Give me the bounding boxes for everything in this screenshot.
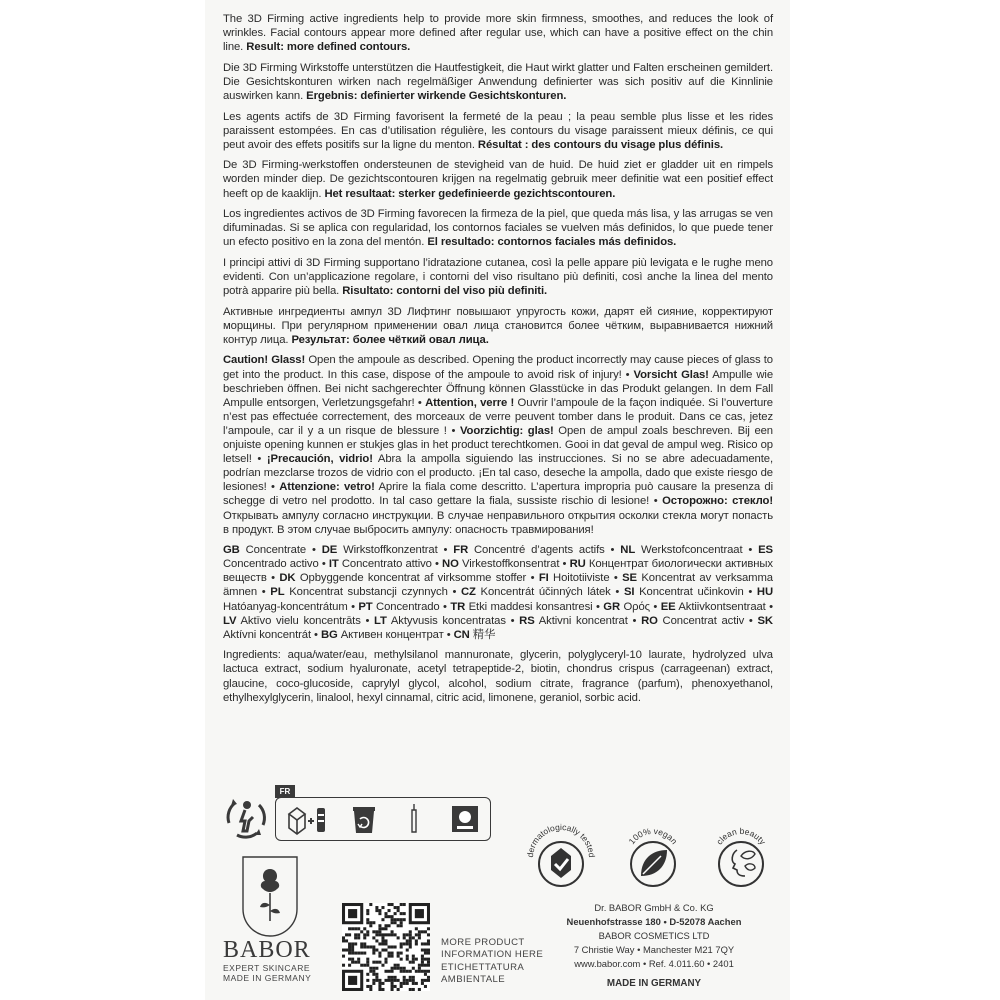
- text-run: Die 3D Firming Wirkstoffe unterstützen die Hautfestigkeit, die Haut wirkt glatter und Falten erscheinen gemildert. Die Gesichtskonturen wirken nach regelmäßiger Anwendung definierter was sich positiv auf die Kinnlinie auswirken kann.: [223, 61, 773, 102]
- bold-text-run: ¡Precaución, vidrio!: [266, 453, 373, 466]
- bold-text-run: DE: [321, 544, 338, 557]
- bold-text-run: Vorsicht Glas!: [633, 368, 709, 381]
- bold-text-run: GB: [223, 544, 240, 557]
- bold-text-run: SK: [757, 614, 773, 627]
- package-back-panel: [205, 0, 790, 1000]
- bold-text-run: Risultato: contorni del viso più definiti.: [342, 285, 548, 298]
- company-address: [523, 901, 785, 971]
- bold-text-run: El resultado: contornos faciales más definidos.: [427, 236, 677, 249]
- bold-text-run: TR: [450, 600, 466, 613]
- bold-text-run: SI: [623, 586, 635, 599]
- text-run: Ingredients: aqua/water/eau, methylsilanol mannuronate, glycerin, polyglyceryl-10 laurate, hydrolyzed ulva lactuca extract, sodium hyaluronate, acetyl tetrapeptide-2, biotin, chondrus crispus (carrageenan) extract, glaucine, coco-glucoside, caprylyl glycol, alcohol, sodium citrate, fragrance (parfum), phenoxyethanol, ethylhexylglycerin, linalool, hexyl cinnamal, citric acid, limonene, geraniol, sorbic acid.: [223, 649, 773, 704]
- text-run: Открывать ампулу согласно инструкции. В случае неправильного открытия осколки стекла могут попасть в продукт. В этом случае выбросить ампулу: опасность травмирования!: [223, 509, 773, 536]
- bold-text-run: Attenzione: vetro!: [279, 481, 375, 494]
- bold-text-run: HU: [756, 586, 774, 599]
- text-run: Wirkstoffkonzentrat •: [337, 544, 454, 557]
- text-run: Open the ampoule as described. Opening the product incorrectly may cause pieces of glass to get into the product. In this case, dispose of the ampoule to avoid risk of injury! •: [223, 354, 773, 381]
- bold-text-run: RS: [519, 614, 535, 627]
- text-run: Концентрат биологически активных веществ •: [223, 558, 773, 585]
- text-run: De 3D Firming-werkstoffen ondersteunen de stevigheid van de huid. De huid ziet er gladder uit en rimpels worden minder diep. De gezichtscontouren krijgen na regelmatig gebruik meer definitie wat een positief effect heeft op de kaaklijn.: [223, 159, 773, 200]
- tagline-line: MADE IN GERMANY: [223, 972, 312, 983]
- bold-text-run: SE: [622, 572, 637, 585]
- bold-text-run: BG: [320, 628, 338, 641]
- text-run: Los ingredientes activos de 3D Firming favorecen la firmeza de la piel, que queda más lisa, y las arrugas se ven difuminadas. Si se aplica con regularidad, los contornos faciales se vuelven más definidos, lo que puede tener un efecto positivo en la zona del mentón.: [223, 208, 773, 249]
- bold-text-run: Осторожно: стекло!: [662, 495, 774, 508]
- tagline-line: EXPERT SKINCARE: [223, 963, 311, 973]
- bold-text-run: PT: [358, 600, 373, 613]
- text-run: Hoitotiiviste •: [548, 572, 623, 585]
- text-run: Ορός •: [620, 600, 661, 613]
- vegan-badge: [613, 818, 693, 898]
- brand-tagline: [223, 964, 343, 983]
- bold-text-run: Résultat : des contours du visage plus définis.: [477, 138, 724, 151]
- clean-beauty-badge: [701, 818, 781, 898]
- text-run: Concentrado •: [372, 600, 451, 613]
- recycling-strip: [275, 797, 491, 841]
- country-tab: FR: [275, 785, 295, 798]
- company-name: Dr. BABOR GmbH & Co. KG: [594, 902, 714, 913]
- text-paragraph: [223, 110, 773, 152]
- text-run: The 3D Firming active ingredients help to provide more skin firmness, smoothes, and reduces the look of wrinkles. Facial contours appear more defined after regular use, which can have a positive effect on the chin line.: [223, 13, 773, 54]
- bold-text-run: RU: [569, 558, 586, 571]
- text-run: Aktivni koncentrat •: [534, 614, 642, 627]
- qr-code[interactable]: [342, 903, 430, 991]
- company-web-ref: www.babor.com • Ref. 4.011.60 • 2401: [574, 958, 734, 969]
- bold-text-run: DK: [279, 572, 296, 585]
- bold-text-run: CN: [453, 628, 470, 641]
- recycling-info: [223, 785, 493, 845]
- text-run: Aprire la fiala come descritto. L’apertura impropria può causare la presenza di schegge di vetro nel prodotto. In tal caso gettare la fiala, sussiste rischio di lesione! •: [223, 481, 773, 508]
- text-run: Ampulle wie beschrieben öffnen. Bei nicht sachgerechter Öffnung können Glasstücke in das Produkt gelangen. In dem Fall Ampulle entsorgen, Verletzungsgefahr! •: [223, 368, 774, 409]
- bold-text-run: IT: [328, 558, 339, 571]
- bold-text-run: NL: [620, 544, 636, 557]
- text-run: I principi attivi di 3D Firming supportano l’idratazione cutanea, così la pelle appare più levigata e le rughe meno evidenti. Con un’applicazione regolare, i contorni del viso risultano più definiti, così anche la linea del mento potrà apparire più bella.: [223, 256, 773, 298]
- bold-text-run: PL: [270, 586, 285, 599]
- bold-text-run: NO: [442, 558, 459, 571]
- text-run: Aktiivkontsentraat •: [675, 600, 774, 613]
- text-paragraph: [223, 256, 773, 298]
- text-run: Koncentrat av verksamma ämnen •: [223, 572, 773, 599]
- glass-ampoule-icon: [397, 802, 431, 836]
- bold-text-run: Voorzichtig: glas!: [459, 424, 554, 437]
- bold-text-run: EE: [660, 600, 676, 613]
- text-paragraph: [223, 158, 773, 200]
- text-paragraph: [223, 207, 773, 249]
- dermatologically-tested-badge: [521, 818, 601, 898]
- more-info-line: INFORMATION HERE: [441, 949, 544, 961]
- text-run: 精华: [469, 628, 496, 641]
- more-info-line: ETICHETTATURA: [441, 961, 525, 973]
- bold-text-run: Caution! Glass!: [223, 354, 306, 367]
- text-run: Hatóanyag-koncentrátum •: [223, 600, 359, 613]
- text-paragraph: [223, 12, 773, 54]
- svg-text:clean beauty: [714, 826, 768, 847]
- bold-text-run: FR: [453, 544, 469, 557]
- text-run: Etki maddesi konsantresi •: [465, 600, 604, 613]
- text-run: Активен концентрат •: [337, 628, 454, 641]
- text-run: Koncentrat učinkovin •: [634, 586, 757, 599]
- text-run: Abra la ampolla siguiendo las instrucciones. Si no se abre adecuadamente, podrían mezclarse trozos de vidrio con el producto. ¡En tal caso, deseche la ampolla, dado que existe riesgo de lesiones! •: [223, 453, 773, 494]
- bold-text-run: Result: more defined contours.: [246, 41, 411, 54]
- made-in-label: MADE IN GERMANY: [606, 978, 702, 989]
- text-run: Koncentrat substancji czynnych •: [284, 586, 461, 599]
- text-paragraph: [223, 543, 773, 642]
- bold-text-run: LT: [374, 614, 387, 627]
- text-run: Concentrado activo •: [223, 558, 329, 571]
- text-paragraph: [223, 305, 773, 347]
- bold-text-run: Het resultaat: sterker gedefinieerde gezichtscontouren.: [324, 187, 616, 200]
- text-paragraph: [223, 61, 773, 103]
- text-run: Concentrate •: [239, 544, 322, 557]
- check-shield-icon: [551, 848, 571, 878]
- text-run: Aktyvusis koncentratas •: [386, 614, 520, 627]
- recycle-bin-icon: [347, 802, 381, 836]
- text-run: Aktīvo vielu koncentrāts •: [236, 614, 375, 627]
- brand-name: BABOR: [223, 937, 311, 963]
- svg-text:100% vegan: [627, 826, 680, 846]
- text-run: Opbyggende koncentrat af virksomme stoffer •: [295, 572, 539, 585]
- company-street: Neuenhofstrasse 180 • D-52078 Aachen: [566, 916, 742, 927]
- bold-text-run: FI: [538, 572, 549, 585]
- text-run: Virkestoffkonsentrat •: [458, 558, 570, 571]
- glass-bank-icon: [448, 802, 482, 836]
- bold-text-run: Результат: более чёткий овал лица.: [291, 333, 489, 346]
- bold-text-run: LV: [223, 614, 237, 627]
- badge-label: clean beauty: [714, 825, 768, 847]
- bold-text-run: GR: [603, 600, 621, 613]
- bold-text-run: RO: [641, 614, 658, 627]
- text-run: Concentrato attivo •: [338, 558, 443, 571]
- bold-text-run: ES: [758, 544, 773, 557]
- text-run: Ouvrir l’ampoule de la façon indiquée. Si l’ouverture n’est pas effectuée correctement, des morceaux de verre peuvent tomber dans le produit. Dans ce cas, jetez l’ampoule, car il y a un risque de blessure ! •: [223, 396, 773, 437]
- text-run: Open de ampul zoals beschreven. Bij een onjuiste opening kunnen er stukjes glas in het product terechtkomen. Gooi in dat geval de ampul weg. Risico op letsel! •: [223, 424, 773, 466]
- product-description-text: [223, 12, 773, 711]
- text-run: Aktívni koncentrát •: [223, 628, 321, 641]
- bold-text-run: CZ: [461, 586, 476, 599]
- text-run: Les agents actifs de 3D Firming favorisent la fermeté de la peau ; la peau semble plus lisse et les rides paraissent estompées. En cas d’utilisation régulière, les contours du visage paraissent mieux définis, ce qui peut avoir des effets positifs sur la ligne du menton.: [223, 110, 773, 151]
- badge-label: 100% vegan: [626, 825, 680, 847]
- rose-logo-icon: [239, 855, 301, 937]
- text-run: Активные ингредиенты ампул 3D Лифтинг повышают упругость кожи, дарят ей сияние, корректируют морщины. При регулярном применении овал лица становится более чётким, выравнивается нижний контур лица.: [223, 305, 773, 346]
- text-run: Koncentrát účinných látek •: [475, 586, 624, 599]
- text-run: Concentré d’agents actifs •: [468, 544, 621, 557]
- text-paragraph: [223, 353, 773, 536]
- badge-label: dermatologically tested: [524, 821, 598, 858]
- bold-text-run: Attention, verre !: [425, 396, 515, 409]
- more-info-line: AMBIENTALE: [441, 973, 506, 985]
- company-uk-address: 7 Christie Way • Manchester M21 7QY: [573, 944, 735, 955]
- text-run: Concentrat activ •: [657, 614, 758, 627]
- company-uk-name: BABOR COSMETICS LTD: [598, 930, 710, 941]
- text-paragraph: [223, 648, 773, 704]
- triman-icon: [223, 793, 271, 841]
- more-info-line: MORE PRODUCT: [441, 937, 525, 948]
- text-run: Werkstofconcentraat •: [635, 544, 759, 557]
- box-plus-ampoules-icon: [284, 802, 330, 836]
- bold-text-run: Ergebnis: definierter wirkende Gesichtskonturen.: [306, 89, 567, 102]
